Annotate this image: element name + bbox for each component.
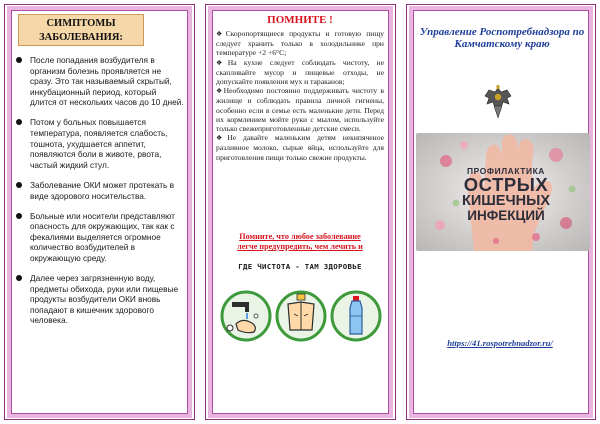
symptom-item [16, 55, 184, 108]
tip-item [216, 86, 384, 133]
diamond-bullet-icon: ❖ [216, 30, 226, 38]
remember-heading: ПОМНИТЕ ! [267, 14, 333, 26]
symptom-item [16, 273, 184, 326]
organization-title-line1: Управление Роспотребнадзора по [419, 26, 585, 38]
organization-title [416, 26, 588, 51]
organization-title-line2: Камчатскому краю [454, 38, 550, 51]
tip-item [216, 133, 384, 162]
symptoms-heading-line1: СИМПТОМЫ [46, 18, 116, 29]
cleanliness-slogan: ГДЕ ЧИСТОТА - ТАМ ЗДОРОВЬЕ [238, 262, 362, 271]
bullet-icon [16, 275, 22, 281]
diamond-bullet-icon: ❖ [216, 58, 228, 67]
double-headed-eagle-emblem-icon [483, 84, 513, 120]
tip-item [216, 58, 384, 87]
tip-text: На кухне следует соблюдать чистоту, не скапливайте мусор и пищевые отходы, не допускайте появления мух и тараканов; [216, 57, 384, 87]
bullet-icon [16, 57, 22, 63]
poster-caption [456, 166, 556, 223]
symptom-item [16, 180, 184, 201]
poster-caption-line3: КИШЕЧНЫХ [461, 193, 551, 209]
symptom-item [16, 211, 184, 264]
website-link[interactable]: https://41.rospotrebnadzor.ru/ [447, 338, 553, 348]
symptom-text: Заболевание ОКИ может протекать в виде здорового носительства. [30, 179, 175, 201]
symptoms-list [16, 55, 184, 336]
poster-caption-line4: ИНФЕКЦИЙ [467, 208, 545, 223]
tip-item [216, 29, 384, 58]
tips-list [216, 29, 384, 162]
symptoms-heading-line2: ЗАБОЛЕВАНИЯ: [39, 32, 123, 43]
tip-text: Необходимо постоянно поддерживать чистоту в жилище и соблюдать правила личной гигиены, особенно если в семье есть маленькие дети. Перед их кормлением мойте руки с мылом, используйте только свежеприготовленные детские смеси. [216, 86, 385, 134]
prevention-note-line1: Помните, что любое заболевание [239, 232, 361, 241]
prevention-note [216, 232, 384, 252]
poster-caption-line1: ПРОФИЛАКТИКА [467, 166, 545, 176]
diamond-bullet-icon: ❖ [216, 87, 224, 96]
bullet-icon [16, 182, 22, 188]
washing-hands-icon [277, 292, 325, 340]
remember-panel [200, 0, 400, 424]
water-bottle-icon [332, 292, 380, 340]
symptoms-heading [18, 14, 144, 46]
handwashing-faucet-icon [222, 292, 270, 340]
symptom-text: Больные или носители представляют опасность для окружающих, так как с фекалиями выделяется огромное количество возбудителей в окружающую среду. [30, 210, 175, 263]
prevention-note-line2: легче предупредить, чем лечить и [237, 242, 363, 251]
poster-caption-line2: ОСТРЫХ [463, 174, 549, 195]
symptom-item [16, 117, 184, 170]
symptom-text: Потом у больных повышается температура, появляется слабость, тошнота, ухудшается аппетит, появляются боли в животе, рвота, частый жидкий стул. [30, 117, 168, 170]
tip-text: Скоропортящиеся продукты и готовую пищу следует хранить только в холодильнике при температуре +2 +6°С; [216, 29, 384, 58]
bullet-icon [16, 119, 22, 125]
symptoms-panel [0, 0, 200, 424]
symptom-text: После попадания возбудителя в организм болезнь проявляется не сразу. Это так называемый скрытый, инкубационный период, который длится от нескольких часов до 10 дней. [30, 55, 184, 108]
cover-panel [400, 0, 600, 424]
tip-text: Не давайте маленьким детям некипяченое разливное молоко, сырые яйца, используйте для приготовления пищи только свежие продукты. [216, 133, 384, 162]
hygiene-pictograms [216, 286, 386, 346]
bullet-icon [16, 213, 22, 219]
diamond-bullet-icon: ❖ [216, 134, 228, 143]
symptom-text: Далее через загрязненную воду, предметы обихода, руки или пищевые продукты возбудители ОКИ вновь попадают в кишечник здорового человека. [30, 273, 179, 326]
